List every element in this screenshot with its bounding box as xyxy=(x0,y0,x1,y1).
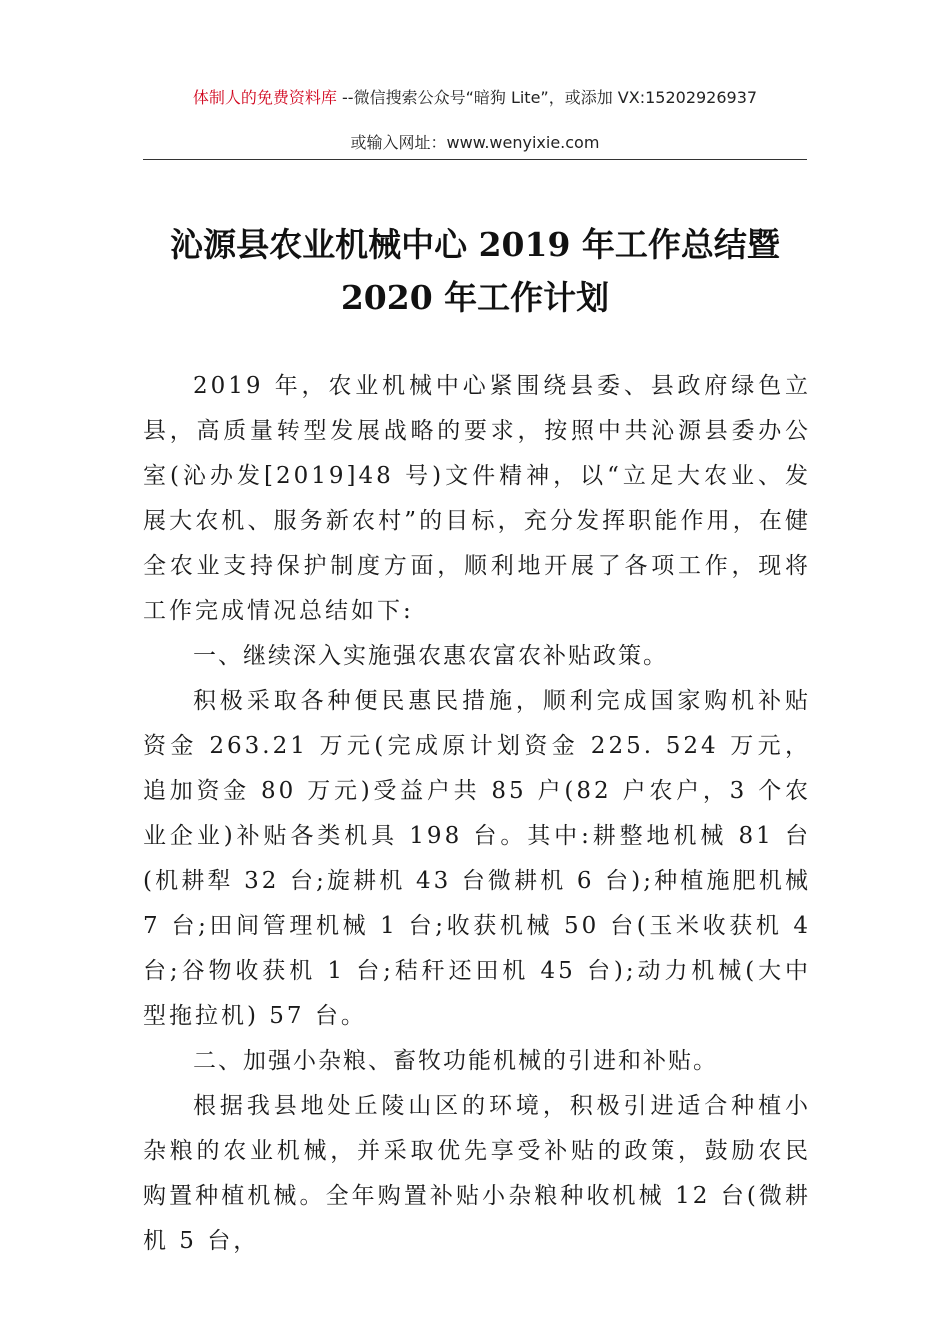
website-line: 或输入网址：www.wenyixie.com xyxy=(350,133,600,152)
section-2-paragraph: 根据我县地处丘陵山区的环境，积极引进适合种植小杂粮的农业机械，并采取优先享受补贴的政策，鼓励农民购置种植机械。全年购置补贴小杂粮种收机械 12 台(微耕机 5 台， xyxy=(143,1093,811,1254)
section-1-paragraph: 积极采取各种便民惠民措施，顺利完成国家购机补贴资金 263.21 万元(完成原计划资金 225. 524 万元，追加资金 80 万元)受益户共 85 户(82 户农户，3 个农业企业)补贴各类机具 198 台。其中:耕整地机械 81 台(机耕犁 32 台;旋耕机 43 台微耕机 6 台);种植施肥机械 7 台;田间管理机械 1 台;收获机械 50 台(玉米收获机 4 台;谷物收获机 1 台;秸秆还田机 45 台);动力机械(大中型拖拉机) 57 台。 xyxy=(143,688,811,1029)
promo-text: --微信搜索公众号“暗狗 Lite”，或添加 VX:15202926937 xyxy=(336,88,758,107)
promo-line xyxy=(0,86,950,110)
title-line-2: 2020 年工作计划 xyxy=(340,278,610,317)
document-body xyxy=(143,364,811,1264)
header-divider xyxy=(143,159,807,160)
document-title xyxy=(100,218,850,324)
section-2-heading: 二、加强小杂粮、畜牧功能机械的引进和补贴。 xyxy=(193,1048,718,1074)
title-line-1: 沁源县农业机械中心 2019 年工作总结暨 xyxy=(170,225,780,264)
brand-name: 体制人的免费资料库 xyxy=(192,88,337,107)
section-1-heading: 一、继续深入实施强农惠农富农补贴政策。 xyxy=(193,643,668,669)
intro-paragraph: 2019 年，农业机械中心紧围绕县委、县政府绿色立县，高质量转型发展战略的要求，按照中共沁源县委办公室(沁办发[2019]48 号)文件精神，以“立足大农业、发展大农机、服务新农村”的目标，充分发挥职能作用，在健全农业支持保护制度方面，顺利地开展了各项工作，现将工作完成情况总结如下: xyxy=(143,373,811,624)
